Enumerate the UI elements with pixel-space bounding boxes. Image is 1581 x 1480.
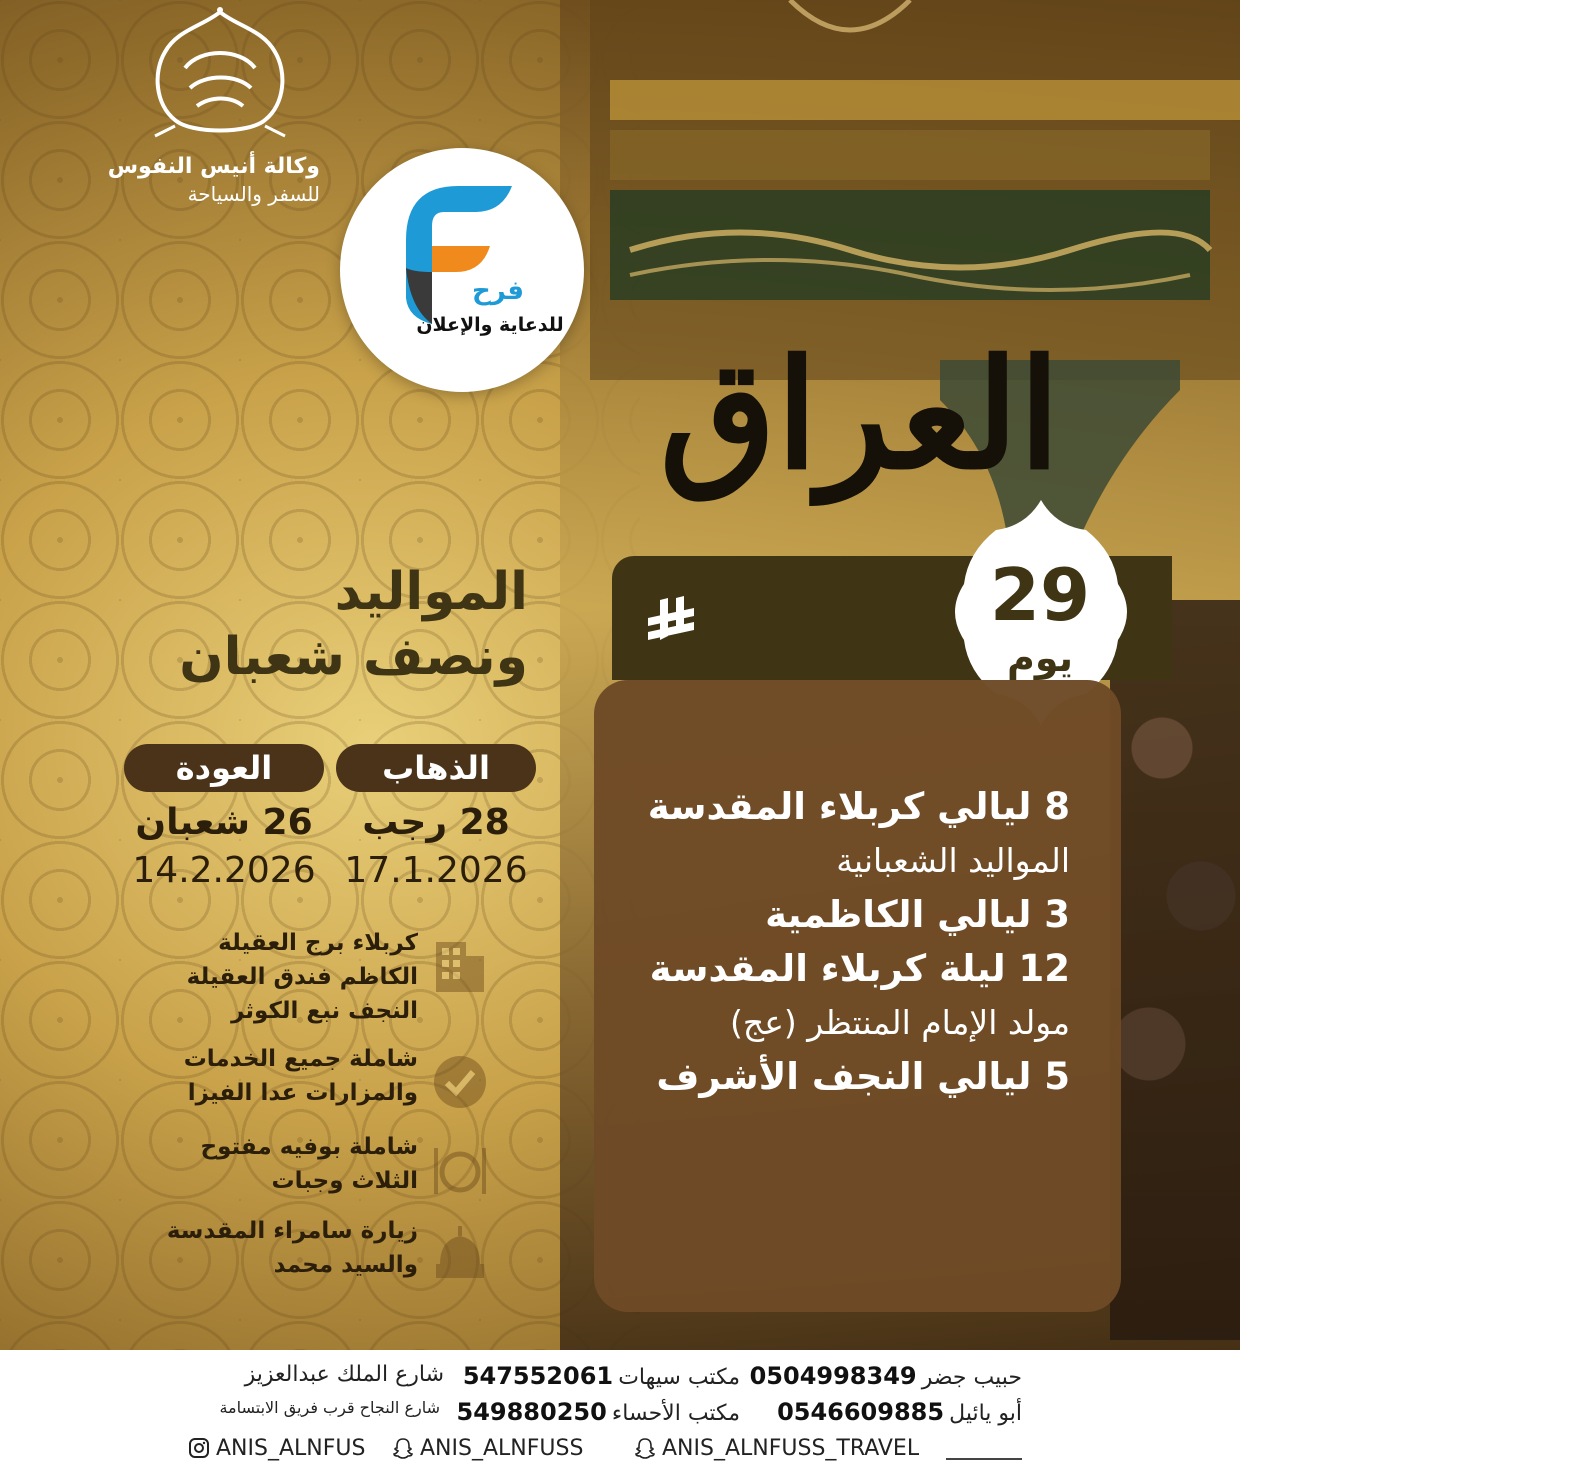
farah-name: فرح <box>472 276 524 306</box>
feature-samarra-visit <box>166 1214 490 1314</box>
farah-f-icon <box>340 148 584 392</box>
duration-unit: يوم <box>1007 636 1073 680</box>
saudi-riyal-icon <box>646 596 696 648</box>
occasion-heading <box>120 560 528 690</box>
instagram-handle[interactable] <box>188 1436 365 1461</box>
dining-icon <box>430 1140 490 1200</box>
feature-services <box>170 1042 490 1142</box>
feature-line: والسيد محمد <box>273 1252 418 1278</box>
program-item: مولد الإمام المنتظر (عج) <box>730 1003 1070 1042</box>
feature-line: زيارة سامراء المقدسة <box>166 1218 418 1244</box>
agency-subtitle: للسفر والسياحة <box>187 182 320 206</box>
feature-line: شاملة جميع الخدمات <box>183 1046 418 1072</box>
program-item: 5 ليالي النجف الأشرف <box>656 1055 1070 1098</box>
feature-line: الثلاث وجبات <box>271 1168 418 1194</box>
return-label: العودة <box>124 744 324 792</box>
feature-hotels <box>170 926 490 1026</box>
farah-subtitle: للدعاية والإعلان <box>416 314 564 336</box>
departure-label: الذهاب <box>336 744 536 792</box>
departure-gregorian-date: 17.1.2026 <box>344 850 528 891</box>
program-item: المواليد الشعبانية <box>836 841 1070 880</box>
office-row-2 <box>457 1398 741 1426</box>
footer-divider <box>946 1458 1022 1460</box>
agency-logo <box>107 8 320 208</box>
destination-title: العراق <box>659 327 1061 503</box>
contact-phone: 0546609885 <box>777 1398 945 1426</box>
return-gregorian-date: 14.2.2026 <box>132 850 316 891</box>
office-address: شارع الملك عبدالعزيز <box>244 1362 444 1387</box>
farah-logo <box>340 148 584 392</box>
office-address-1 <box>245 1362 444 1387</box>
snapchat-handle-2[interactable] <box>634 1436 919 1461</box>
departure-hijri-date: 28 رجب <box>362 802 510 843</box>
contact-phone: 0504998349 <box>749 1362 917 1390</box>
price-amount: 7890 <box>1342 570 1581 670</box>
snapchat-username: ANIS_ALNFUSS_TRAVEL <box>662 1436 920 1461</box>
office-name: مكتب سيهات <box>618 1365 740 1390</box>
program-item: 3 ليالي الكاظمية <box>765 893 1070 936</box>
office-phone: 547552061 <box>462 1362 614 1390</box>
instagram-icon <box>188 1437 210 1459</box>
office-row-1 <box>463 1362 740 1390</box>
office-phone: 549880250 <box>456 1398 607 1426</box>
snapchat-icon <box>634 1437 656 1459</box>
contact-row-1 <box>750 1362 1022 1390</box>
office-address: شارع النجاح قرب فريق الابتسامة <box>219 1398 440 1417</box>
contact-name: حبيب جضر <box>921 1365 1022 1390</box>
contact-row-2 <box>777 1398 1022 1426</box>
checkmark-icon <box>430 1052 490 1112</box>
feature-line: كربلاء برج العقيلة <box>218 930 418 956</box>
feature-line: الكاظم فندق العقيلة <box>186 964 418 990</box>
office-name: مكتب الأحساء <box>611 1401 740 1426</box>
snapchat-handle-1[interactable] <box>392 1436 583 1461</box>
program-list <box>630 780 1070 1104</box>
occasion-line-1: المواليد <box>334 562 528 622</box>
occasion-line-2: ونصف شعبان <box>179 627 528 687</box>
hotel-icon <box>430 936 490 996</box>
feature-line: النجف نبع الكوثر <box>231 998 418 1024</box>
duration-number: 29 <box>989 553 1091 637</box>
program-item: 12 ليلة كربلاء المقدسة <box>649 947 1070 990</box>
office-address-2 <box>219 1398 440 1417</box>
feature-line: والمزارات عدا الفيزا <box>187 1080 418 1106</box>
snapchat-username: ANIS_ALNFUSS <box>420 1436 584 1461</box>
snapchat-icon <box>392 1437 414 1459</box>
agency-calligraphy-emblem <box>145 8 295 140</box>
program-item: 8 ليالي كربلاء المقدسة <box>647 785 1070 828</box>
instagram-username: ANIS_ALNFUS <box>216 1436 366 1461</box>
return-hijri-date: 26 شعبان <box>135 802 313 843</box>
feature-line: شاملة بوفيه مفتوح <box>200 1134 418 1160</box>
contact-name: أبو يائيل <box>949 1401 1022 1426</box>
shrine-icon <box>430 1224 490 1284</box>
agency-name: وكالة أنيس النفوس <box>107 154 320 179</box>
